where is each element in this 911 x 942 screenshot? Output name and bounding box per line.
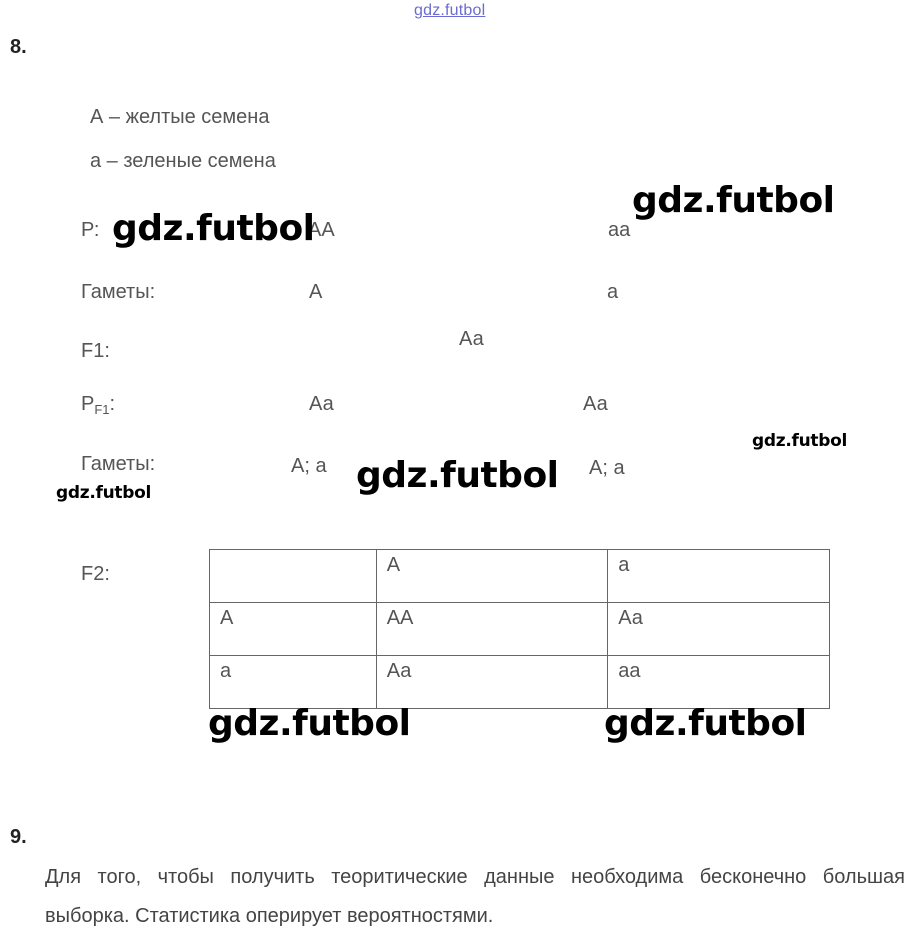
watermark-overlay: gdz.futbol xyxy=(112,208,315,249)
p-label: Р: xyxy=(81,219,100,241)
watermark-overlay: gdz.futbol xyxy=(356,455,559,496)
punnett-cell: Аа xyxy=(376,656,607,709)
f1-value: Аа xyxy=(459,328,484,350)
punnett-header-row xyxy=(210,550,830,603)
p-parent-2: аа xyxy=(608,219,631,241)
punnett-row-header: а xyxy=(210,656,377,709)
punnett-header-cell: А xyxy=(376,550,607,603)
watermark-overlay: gdz.futbol xyxy=(632,180,835,221)
f2-label: F2: xyxy=(81,563,110,585)
punnett-cell: АА xyxy=(376,603,607,656)
legend-dominant: А – желтые семена xyxy=(90,106,270,128)
watermark-overlay: gdz.futbol xyxy=(752,431,847,451)
gametes-label: Гаметы: xyxy=(81,281,156,303)
pf1-label-sub: F1 xyxy=(94,402,110,417)
gametes-2-label: Гаметы: xyxy=(81,453,156,475)
pf1-label-main: Р xyxy=(81,393,95,415)
legend-recessive: а – зеленые семена xyxy=(90,150,276,172)
punnett-corner-cell xyxy=(210,550,377,603)
punnett-cell: аа xyxy=(608,656,830,709)
watermark-link[interactable]: gdz.futbol xyxy=(414,2,486,19)
f1-label: F1: xyxy=(81,340,110,362)
task-8-number: 8. xyxy=(10,36,27,58)
punnett-row-header: А xyxy=(210,603,377,656)
p-parent-1: АА xyxy=(308,219,335,241)
watermark-overlay: gdz.futbol xyxy=(56,483,151,503)
task-9-answer: Для того, чтобы получить теоритические данные необходима бесконечно большая выборка. Статистика оперирует вероятностями. xyxy=(45,866,905,927)
gamete-1: А xyxy=(309,281,323,303)
punnett-row xyxy=(210,656,830,709)
gametes-2-parent-2: А; а xyxy=(589,457,625,479)
gametes-2-parent-1: А; а xyxy=(291,455,327,477)
pf1-parent-1: Аа xyxy=(309,393,334,415)
gamete-2: а xyxy=(607,281,619,303)
watermark-overlay: gdz.futbol xyxy=(208,703,411,744)
punnett-cell: Аа xyxy=(608,603,830,656)
task-9-number: 9. xyxy=(10,826,27,848)
punnett-header-cell: а xyxy=(608,550,830,603)
punnett-row xyxy=(210,603,830,656)
pf1-parent-2: Аа xyxy=(583,393,608,415)
punnett-square xyxy=(209,549,830,709)
pf1-label-colon: : xyxy=(109,393,116,415)
watermark-overlay: gdz.futbol xyxy=(604,703,807,744)
pf1-label xyxy=(81,393,115,417)
